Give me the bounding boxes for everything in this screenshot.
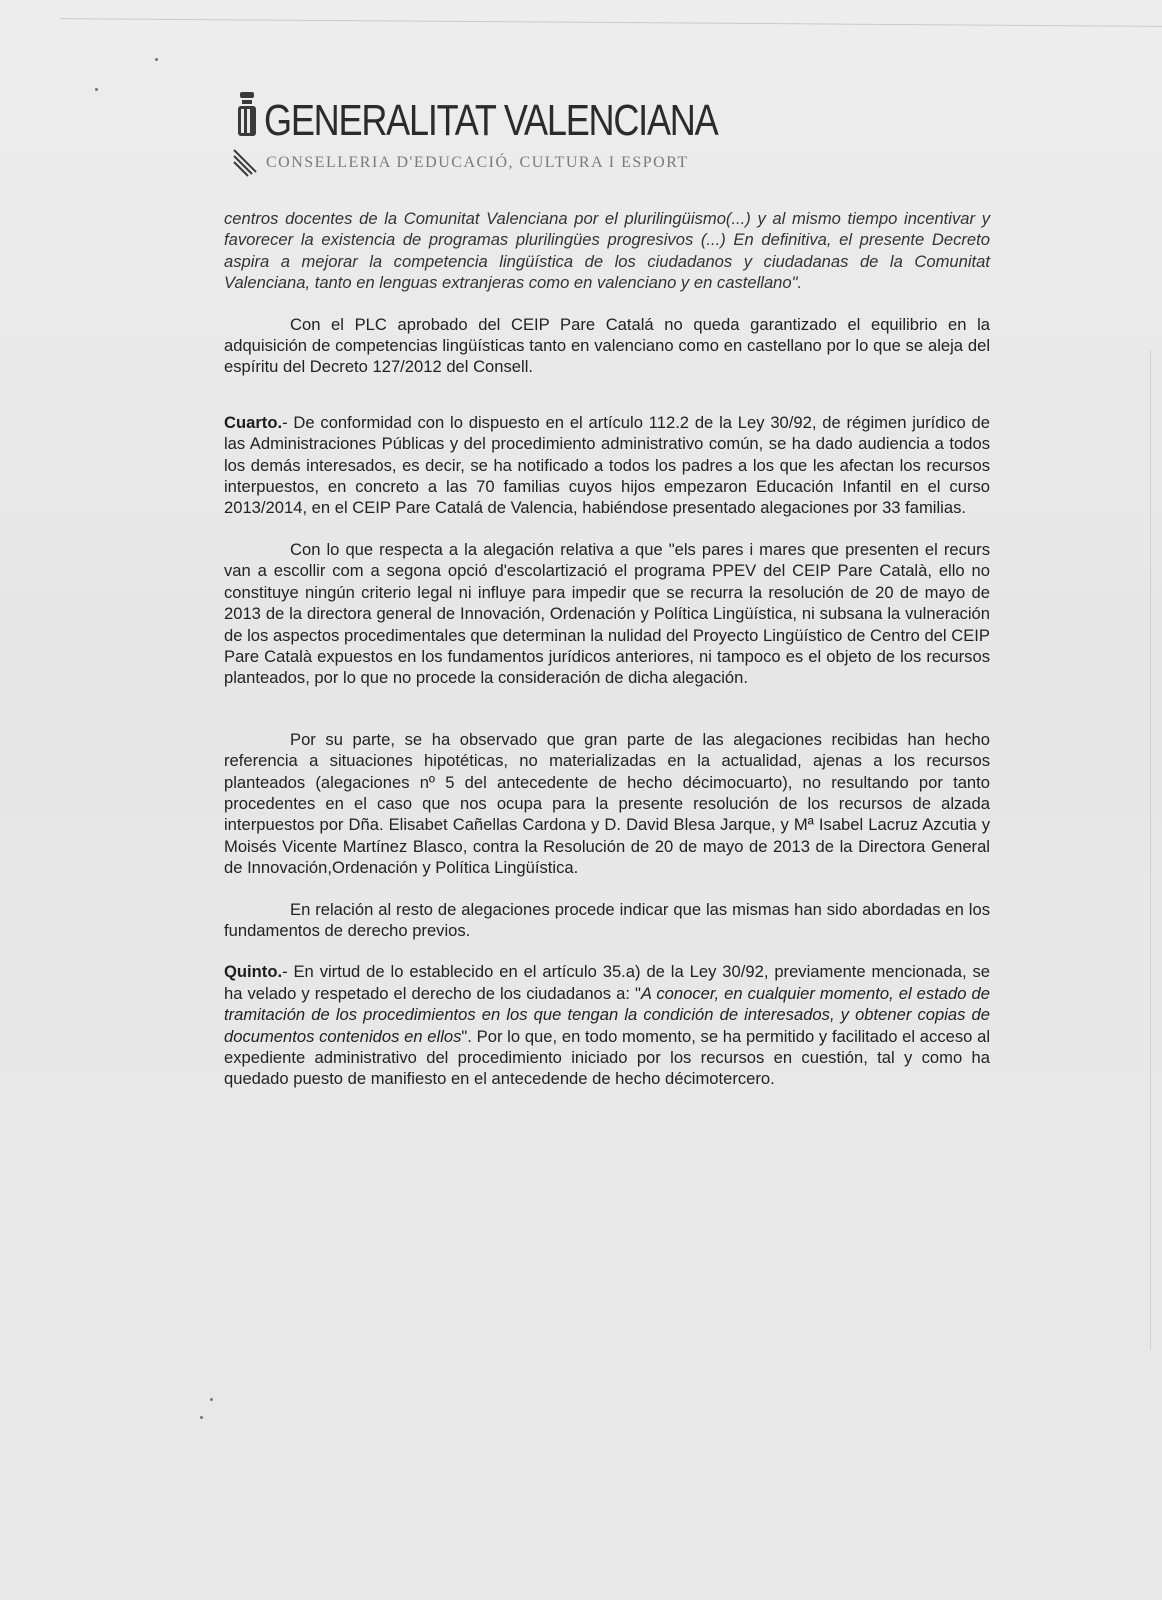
cuarto-text: - De conformidad con lo dispuesto en el artículo 112.2 de la Ley 30/92, de régimen jurídico de las Administraciones Públicas y del procedimiento administrativo común, se ha dado audiencia a todos los demás interesados, es decir, se ha notificado a todos los padres a los que les afectan los recursos interpuestos, en concreto a las 70 familias cuyos hijos empezaron Educación Infantil en el curso 2013/2014, en el CEIP Pare Catalá de Valencia, habiéndose presentado alegaciones por 33 familias. bbox=[224, 412, 990, 518]
page-fold-line-right bbox=[1150, 350, 1151, 1350]
cuarto-heading: Cuarto. bbox=[224, 412, 283, 432]
department-name: CONSELLERIA D'EDUCACIÓ, CULTURA I ESPORT bbox=[266, 154, 689, 171]
page-fold-line bbox=[60, 18, 1162, 27]
organization-name: GENERALITAT VALENCIANA bbox=[264, 96, 718, 145]
decree-quote-paragraph: centros docentes de la Comunitat Valenciana por el plurilingüismo(...) y al mismo tiempo incentivar y favorecer la existencia de programas plurilingües progresivos (...) En definitiva, el presente Decreto aspira a mejorar la competencia lingüística de los ciudadanos y ciudadanas de la Comunitat Valenciana, tanto en lenguas extranjeras como en valenciano y en castellano". bbox=[224, 209, 990, 293]
por-su-parte-paragraph: Por su parte, se ha observado que gran parte de las alegaciones recibidas han hecho referencia a situaciones hipotéticas, no materializadas en la actualidad, ajenas a los recursos planteados (alegaciones nº 5 del antecedente de hecho décimocuarto), no resultando por tanto procedentes en el caso que nos ocupa para la presente resolución de los recursos de alzada interpuestos por Dña. Elisabet Cañellas Cardona y D. David Blesa Jarque, y Mª Isabel Lacruz Azcutia y Moisés Vicente Martínez Blasco, contra la Resolución de 20 de mayo de 2013 de la Directora General de Innovación,Ordenación y Política Lingüística. bbox=[224, 729, 990, 878]
quinto-intro: - En virtud de lo establecido en el artículo 35.a) de la Ley 30/92, previamente mencionada, se ha velado y respetado el derecho de los ciudadanos a: " bbox=[224, 962, 990, 1003]
scan-speck bbox=[155, 58, 158, 61]
quinto-rest: ". Por lo que, en todo momento, se ha permitido y facilitado el acceso al expediente administrativo del procedimiento iniciado por los recursos en cuestión, tal y como ha quedado puesto de manifiesto en el antecedende de hecho décimotercero. bbox=[224, 1026, 991, 1089]
cuarto-paragraph bbox=[224, 412, 990, 519]
alegacion-paragraph: Con lo que respecta a la alegación relativa a que "els pares i mares que presenten el recurs van a escollir com a segona opció d'escolartizació el programa PPEV del CEIP Pare Català, ello no constituye ningún criterio legal ni influye para impedir que se recurra la resolución de 20 de mayo de 2013 de la directora general de Innovación, Ordenación y Política Lingüística, ni subsana la vulneración de los aspectos procedimentales que determinan la nulidad del Proyecto Lingüístico de Centro del CEIP Pare Català expuestos en los fundamentos jurídicos anteriores, ni tampoco es el objeto de los recursos planteados, por lo que no procede la consideración de dicha alegación. bbox=[224, 539, 990, 688]
scan-speck bbox=[210, 1398, 213, 1401]
plc-paragraph: Con el PLC aprobado del CEIP Pare Catalá no queda garantizado el equilibrio en la adquisición de competencias lingüísticas tanto en valenciano como en castellano por lo que se aleja del espíritu del Decreto 127/2012 del Consell. bbox=[224, 314, 990, 377]
quinto-heading: Quinto. bbox=[224, 962, 283, 982]
scan-speck bbox=[200, 1416, 203, 1419]
quinto-paragraph bbox=[224, 961, 990, 1089]
document-body bbox=[224, 208, 990, 1090]
scan-speck bbox=[95, 88, 98, 91]
resto-alegaciones-paragraph: En relación al resto de alegaciones procede indicar que las mismas han sido abordadas en los fundamentos de derecho previos. bbox=[224, 899, 990, 940]
quinto-quote: A conocer, en cualquier momento, el estado de tramitación de los procedimientos en los que tengan la condición de interesados, y obtener copias de documentos contenidos en ellos bbox=[224, 983, 990, 1046]
letterhead bbox=[232, 88, 718, 188]
